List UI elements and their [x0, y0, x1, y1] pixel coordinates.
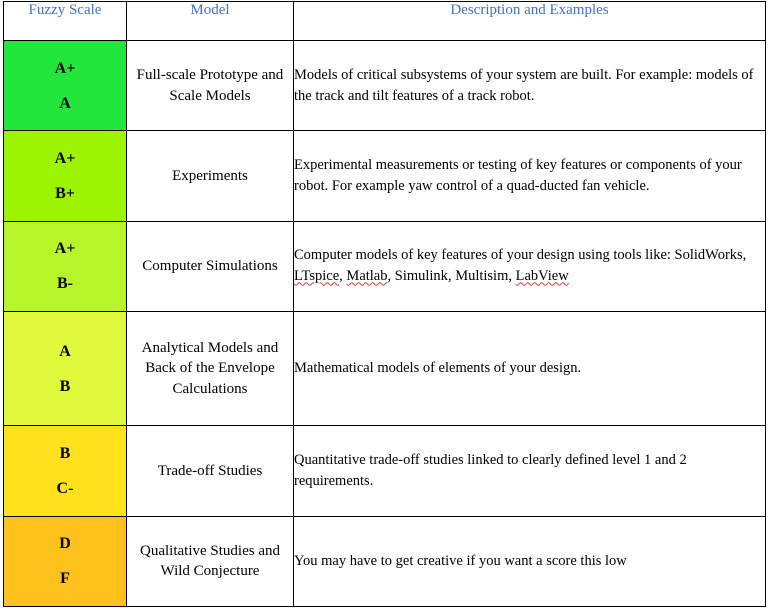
description-cell: You may have to get creative if you want a score this low	[294, 516, 766, 606]
tool-name: LabView	[515, 268, 569, 285]
grade-cell	[4, 41, 127, 131]
tool-name: Multisim	[455, 268, 509, 285]
grade-label: A	[59, 94, 71, 112]
grade-cell	[4, 221, 127, 311]
grade-label: B+	[55, 185, 75, 203]
grade-label: D	[59, 535, 71, 553]
table-row	[4, 221, 766, 311]
grade-label: B	[59, 377, 71, 395]
fuzzy-scale-table	[3, 1, 766, 607]
description-cell: Experimental measurements or testing of key features or components of your robot. For example yaw control of a quad-ducted fan vehicle.	[294, 131, 766, 221]
table-row	[4, 516, 766, 606]
grade-label: A	[59, 342, 71, 360]
header-description: Description and Examples	[294, 2, 766, 41]
table-row	[4, 41, 766, 131]
model-cell: Qualitative Studies and Wild Conjecture	[127, 516, 294, 606]
model-cell: Trade-off Studies	[127, 426, 294, 516]
grade-cell	[4, 131, 127, 221]
grade-label: A+	[54, 240, 76, 258]
header-model: Model	[127, 2, 294, 41]
table-row	[4, 426, 766, 516]
grade-label: C-	[56, 479, 74, 497]
description-cell: Computer models of key features of your design using tools like: SolidWorks, LTspice, Matlab, Simulink, Multisim, LabView	[294, 221, 766, 311]
description-cell: Quantitative trade-off studies linked to clearly defined level 1 and 2 requirements.	[294, 426, 766, 516]
grade-cell	[4, 426, 127, 516]
description-cell: Models of critical subsystems of your system are built. For example: models of the track and tilt features of a track robot.	[294, 41, 766, 131]
header-fuzzy-scale: Fuzzy Scale	[4, 2, 127, 41]
table-row	[4, 131, 766, 221]
grade-label: A+	[54, 150, 76, 168]
grade-cell	[4, 312, 127, 426]
table-row	[4, 312, 766, 426]
description-cell: Mathematical models of elements of your design.	[294, 312, 766, 426]
grade-label: F	[60, 570, 70, 588]
grade-label: A+	[54, 59, 76, 77]
tool-name: LTspice	[294, 268, 340, 285]
grade-cell	[4, 516, 127, 606]
header-row	[4, 2, 766, 41]
description-text: Computer models of key features of your design using tools like: SolidWorks,	[294, 247, 747, 264]
model-cell: Full-scale Prototype and Scale Models	[127, 41, 294, 131]
model-cell: Experiments	[127, 131, 294, 221]
tool-name: Matlab	[346, 268, 388, 285]
model-cell: Computer Simulations	[127, 221, 294, 311]
model-cell: Analytical Models and Back of the Envelope Calculations	[127, 312, 294, 426]
tool-name: Simulink	[394, 268, 448, 285]
grade-label: B-	[57, 275, 73, 293]
grade-label: B	[59, 444, 71, 462]
